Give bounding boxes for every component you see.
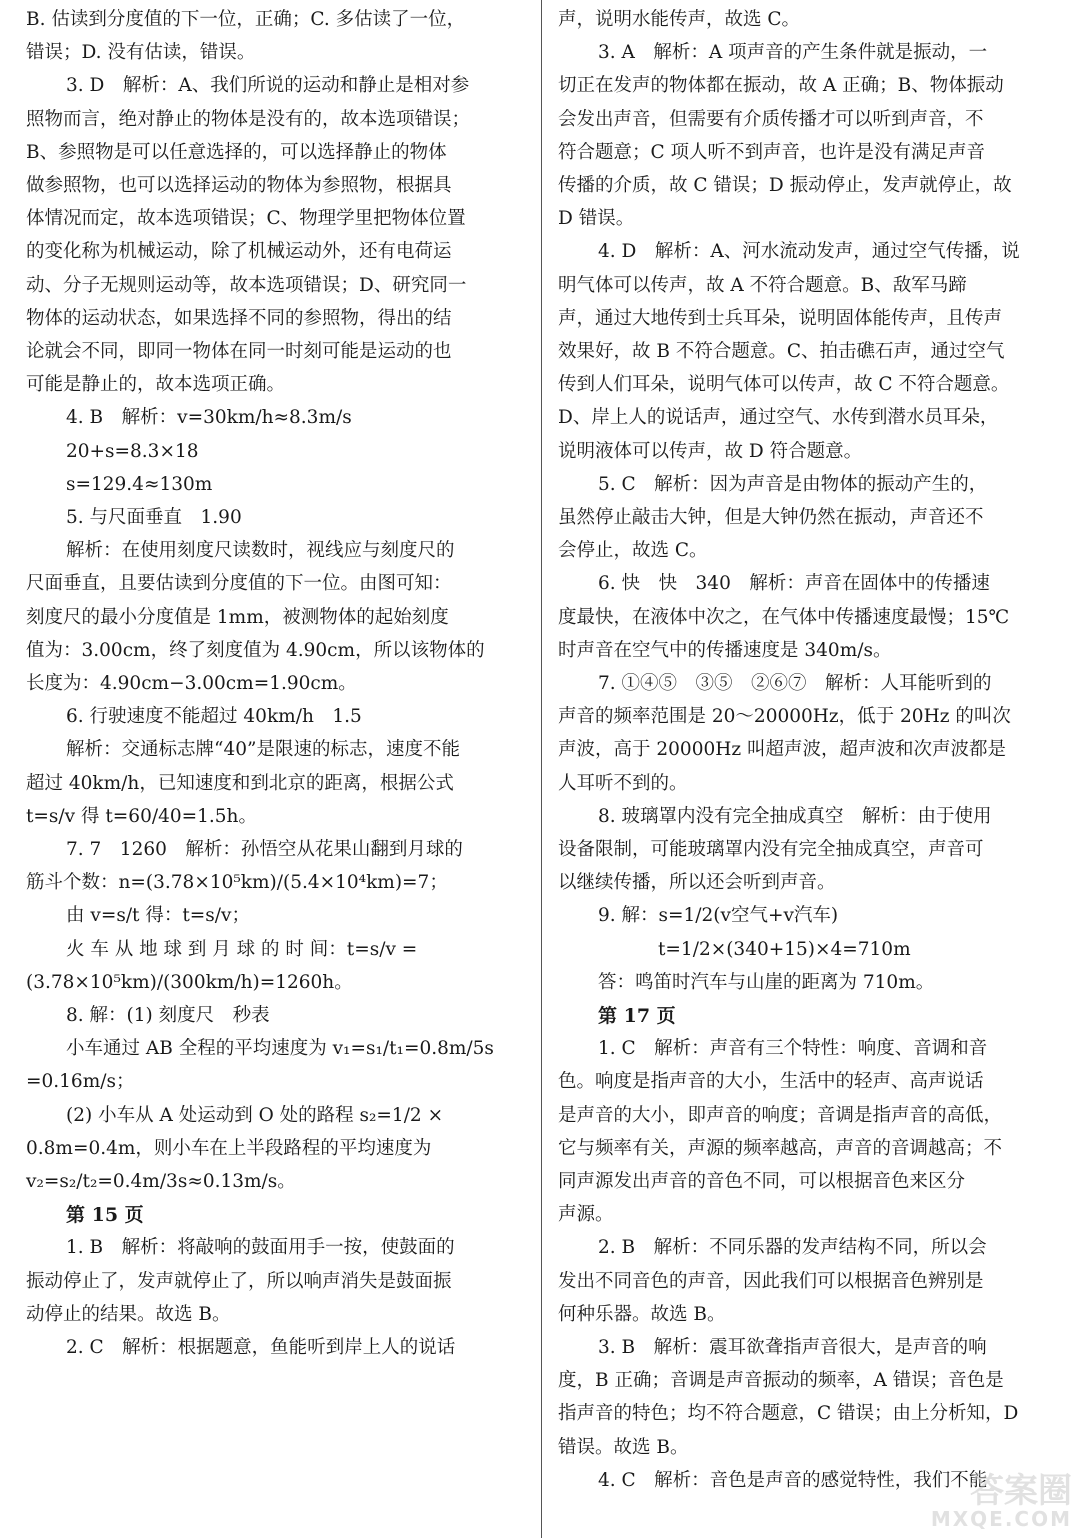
text-line: 5. C 解析：因为声音是由物体的振动产生的， [598,473,988,495]
text-line: 筋斗个数：n=(3.78×10⁵km)/(5.4×10⁴km)=7； [26,872,448,894]
text-line: 声，通过大地传到士兵耳朵，说明固体能传声，且传声 [558,307,1003,329]
text-line: D、岸上人的说话声，通过空气、水传到潜水员耳朵， [558,407,999,429]
text-line: 第 15 页 [66,1204,144,1227]
text-line: 动、分子无规则运动等，故本选项错误；D、研究同一 [26,274,467,296]
text-line: B. 估读到分度值的下一位，正确；C. 多估读了一位， [26,9,466,30]
text-line: 时声音在空气中的传播速度是 340m/s。 [558,639,892,661]
text-line: 错误；D. 没有估读，错误。 [26,42,256,64]
text-line: 何种乐器。故选 B。 [558,1303,726,1325]
text-line: 会发出声音，但需要有介质传播才可以听到声音，不 [558,108,984,130]
text-line: 9. 解：s=1/2(v空气+v汽车) [598,905,839,927]
text-line: 6. 行驶速度不能超过 40km/h 1.5 [66,706,362,728]
text-line: 3. D 解析：A、我们所说的运动和静止是相对参 [66,75,470,97]
text-line: 度，B 正确；音调是声音振动的频率，A 错误；音色是 [558,1370,1004,1392]
text-line: 传播的介质，故 C 错误；D 振动停止，发声就停止，故 [558,175,1012,196]
text-line: 值为：3.00cm，终了刻度值为 4.90cm，所以该物体的 [26,639,485,661]
text-line: 超过 40km/h，已知速度和到北京的距离，根据公式 [26,772,454,794]
text-line: 20+s=8.3×18 [66,440,199,462]
text-line: 发出不同音色的声音，因此我们可以根据音色辨别是 [558,1270,984,1292]
text-line: v₂=s₂/t₂=0.4m/3s≈0.13m/s。 [26,1171,296,1192]
text-line: 会停止，故选 C。 [558,540,708,562]
text-line: 5. 与尺面垂直 1.90 [66,507,242,528]
text-line: 人耳听不到的。 [558,772,688,794]
text-line: 2. C 解析：根据题意，鱼能听到岸上人的说话 [66,1337,456,1358]
text-line: 物体的运动状态，如果选择不同的参照物，得出的结 [26,307,452,329]
text-line: 3. B 解析：震耳欲聋指声音很大，是声音的响 [598,1337,987,1358]
text-line: 4. C 解析：音色是声音的感觉特性，我们不能 [598,1469,988,1491]
text-line: 体情况而定，故本选项错误；C、物理学里把物体位置 [26,208,466,230]
text-line: 3. A 解析：A 项声音的产生条件就是振动，一 [598,42,988,64]
text-line: 说明液体可以传声，故 D 符合题意。 [558,440,863,462]
text-line: 振动停止了，发声就停止了，所以响声消失是鼓面振 [26,1270,452,1292]
text-line: B、参照物是可以任意选择的，可以选择静止的物体 [26,141,447,163]
text-line: s=129.4≈130m [66,473,213,495]
text-line: 4. D 解析：A、河水流动发声，通过空气传播，说 [598,241,1020,263]
text-line: 小车通过 AB 全程的平均速度为 v₁=s₁/t₁=0.8m/5s [66,1038,494,1060]
text-line: 7. ①④⑤ ③⑤ ②⑥⑦ 解析：人耳能听到的 [598,673,992,694]
column-divider [541,0,542,1538]
text-line: 同声源发出声音的音色不同，可以根据音色来区分 [558,1171,966,1192]
text-line: 做参照物，也可以选择运动的物体为参照物，根据具 [26,175,452,196]
text-line: 答：鸣笛时汽车与山崖的距离为 710m。 [598,971,935,993]
text-line: 可能是静止的，故本选项正确。 [26,374,286,396]
text-line: 切正在发声的物体都在振动，故 A 正确；B、物体振动 [558,75,1004,97]
text-line: 声波，高于 20000Hz 叫超声波，超声波和次声波都是 [558,739,1006,761]
text-line: 4. B 解析：v=30km/h≈8.3m/s [66,407,352,429]
text-line: 以继续传播，所以还会听到声音。 [558,872,836,894]
text-line: 声音的频率范围是 20～20000Hz，低于 20Hz 的叫次 [558,706,1011,728]
text-line: 8. 解：(1) 刻度尺 秒表 [66,1005,270,1026]
text-line: 传到人们耳朵，说明气体可以传声，故 C 不符合题意。 [558,374,1010,396]
text-line: (2) 小车从 A 处运动到 O 处的路程 s₂=1/2 × [66,1104,444,1126]
text-line: =0.16m/s； [26,1071,135,1093]
text-line: 声，说明水能传声，故选 C。 [558,9,801,30]
text-line: 7. 7 1260 解析：孙悟空从花果山翻到月球的 [66,839,463,860]
text-line: 论就会不同，即同一物体在同一时刻可能是运动的也 [26,341,452,362]
text-line: 效果好，故 B 不符合题意。C、拍击礁石声，通过空气 [558,341,1005,362]
text-line: 的变化称为机械运动，除了机械运动外，还有电荷运 [26,241,452,263]
text-line: 指声音的特色；均不符合题意，C 错误；由上分析知，D [558,1403,1019,1425]
text-line: 刻度尺的最小分度值是 1mm，被测物体的起始刻度 [26,606,449,628]
text-line: 动停止的结果。故选 B。 [26,1303,231,1325]
text-line: 照物而言，绝对静止的物体是没有的，故本选项错误； [26,108,471,130]
text-line: 8. 玻璃罩内没有完全抽成真空 解析：由于使用 [598,805,992,827]
text-line: 第 17 页 [598,1005,676,1027]
text-line: 火 车 从 地 球 到 月 球 的 时 间：t=s/v = [66,938,418,960]
text-line: t=s/v 得 t=60/40=1.5h。 [26,805,257,827]
text-line: 色。响度是指声音的大小，生活中的轻声、高声说话 [558,1071,984,1093]
watermark-text: 答案圈 [970,1471,1072,1511]
text-line: 设备限制，可能玻璃罩内没有完全抽成真空，声音可 [558,839,984,860]
watermark-subtext: MXQE.COM [930,1507,1072,1531]
text-line: 尺面垂直，且要估读到分度值的下一位。由图可知： [26,573,452,595]
text-line: D 错误。 [558,208,635,230]
text-line: 2. B 解析：不同乐器的发声结构不同，所以会 [598,1237,987,1259]
text-line: 明气体可以传声，故 A 不符合题意。B、敌军马蹄 [558,274,967,296]
text-line: 错误。故选 B。 [558,1436,689,1458]
text-line: 符合题意；C 项人听不到声音，也许是没有满足声音 [558,141,986,163]
text-line: 是声音的大小，即声音的响度；音调是指声音的高低， [558,1104,1003,1126]
text-line: 解析：交通标志牌“40”是限速的标志，速度不能 [66,739,460,761]
text-line: 长度为：4.90cm−3.00cm=1.90cm。 [26,673,357,694]
watermark-logo [882,1471,1072,1534]
text-line: 6. 快 快 340 解析：声音在固体中的传播速 [598,573,990,595]
text-line: 由 v=s/t 得：t=s/v； [66,905,250,927]
text-line: 0.8m=0.4m，则小车在上半段路程的平均速度为 [26,1137,432,1159]
text-line: 虽然停止敲击大钟，但是大钟仍然在振动，声音还不 [558,507,984,528]
text-line: 解析：在使用刻度尺读数时，视线应与刻度尺的 [66,540,455,562]
text-line: 1. C 解析：声音有三个特性：响度、音调和音 [598,1038,988,1060]
text-line: 度最快，在液体中次之，在气体中传播速度最慢；15℃ [558,606,1010,628]
text-line: 1. B 解析：将敲响的鼓面用手一按，使鼓面的 [66,1237,455,1259]
text-line: t=1/2×(340+15)×4=710m [658,938,911,960]
text-line: 声源。 [558,1204,614,1226]
text-line: (3.78×10⁵km)/(300km/h)=1260h。 [26,971,353,993]
text-line: 它与频率有关，声源的频率越高，声音的音调越高；不 [558,1137,1003,1159]
